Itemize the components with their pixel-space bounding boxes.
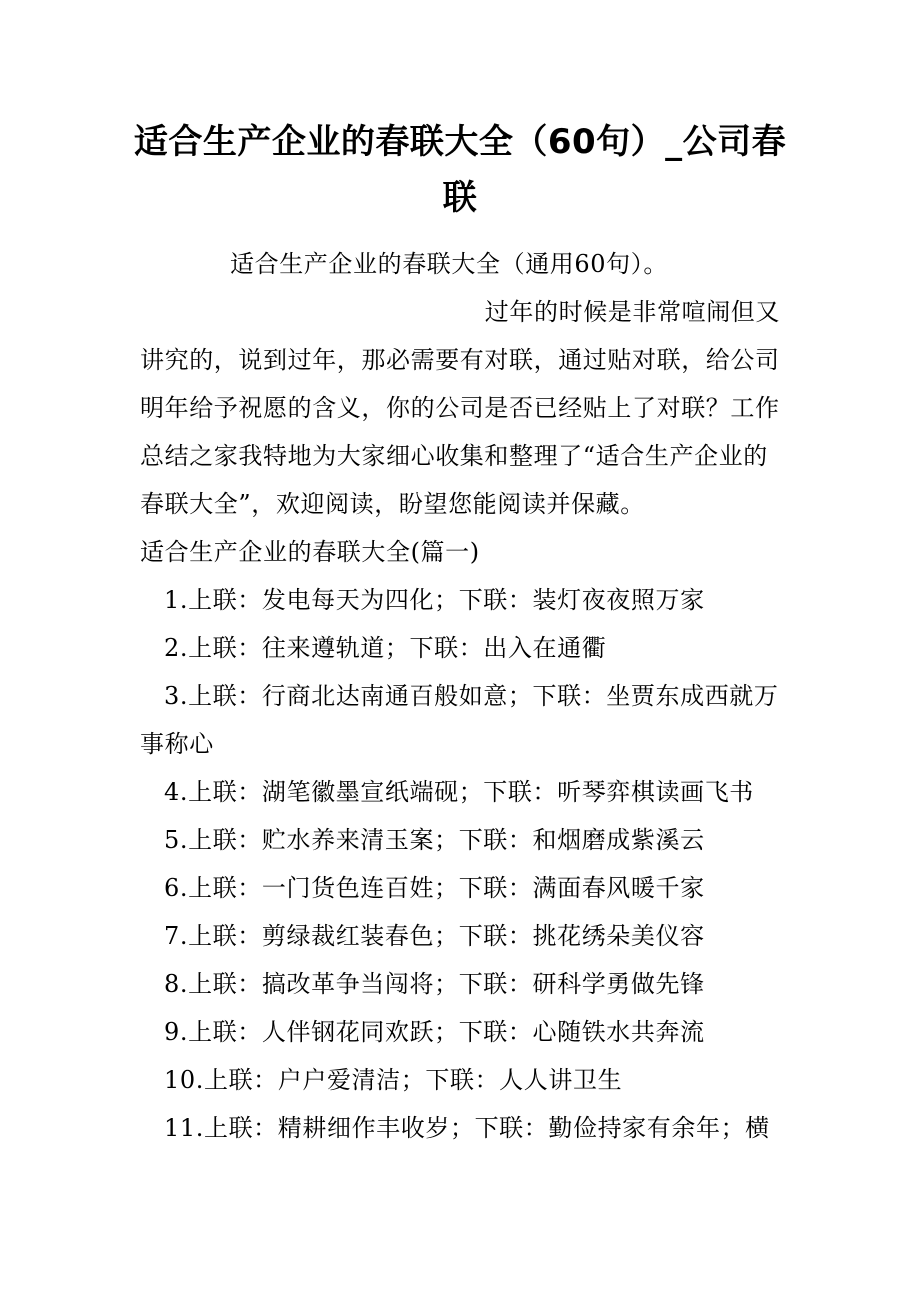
section-heading: 适合生产企业的春联大全(篇一) <box>140 538 480 566</box>
couplet-item-11: 11.上联：精耕细作丰收岁；下联：勤俭持家有余年；横 <box>164 1114 770 1142</box>
couplet-item-8: 8.上联：搞改革争当闯将；下联：研科学勇做先锋 <box>164 970 705 998</box>
intro-line-4: 总结之家我特地为大家细心收集和整理了“适合生产企业的 <box>140 442 768 470</box>
couplet-item-6: 6.上联：一门货色连百姓；下联：满面春风暖千家 <box>164 874 705 902</box>
couplet-item-2: 2.上联：往来遵轨道；下联：出入在通衢 <box>164 634 607 662</box>
couplet-item-3: 3.上联：行商北达南通百般如意；下联：坐贾东成西就万 <box>164 682 779 710</box>
couplet-item-10: 10.上联：户户爱清洁；下联：人人讲卫生 <box>164 1066 623 1094</box>
intro-line-1: 过年的时候是非常喧闹但又 <box>484 298 780 326</box>
document-subtitle: 适合生产企业的春联大全（通用60句）。 <box>230 250 668 278</box>
couplet-item-9: 9.上联：人伴钢花同欢跃；下联：心随铁水共奔流 <box>164 1018 705 1046</box>
couplet-item-7: 7.上联：剪绿裁红装春色；下联：挑花绣朵美仪容 <box>164 922 705 950</box>
couplet-item-3-continuation: 事称心 <box>140 730 214 758</box>
couplet-item-5: 5.上联：贮水养来清玉案；下联：和烟磨成紫溪云 <box>164 826 705 854</box>
intro-line-3: 明年给予祝愿的含义，你的公司是否已经贴上了对联？工作 <box>140 394 780 422</box>
intro-line-5: 春联大全”，欢迎阅读，盼望您能阅读并保藏。 <box>140 490 645 518</box>
intro-line-2: 讲究的，说到过年，那必需要有对联，通过贴对联，给公司 <box>140 346 780 374</box>
document-title: 适合生产企业的春联大全（60句）_公司春联 <box>133 122 787 218</box>
couplet-item-1: 1.上联：发电每天为四化；下联：装灯夜夜照万家 <box>164 586 705 614</box>
couplet-item-4: 4.上联：湖笔徽墨宣纸端砚；下联：听琴弈棋读画飞书 <box>164 778 754 806</box>
